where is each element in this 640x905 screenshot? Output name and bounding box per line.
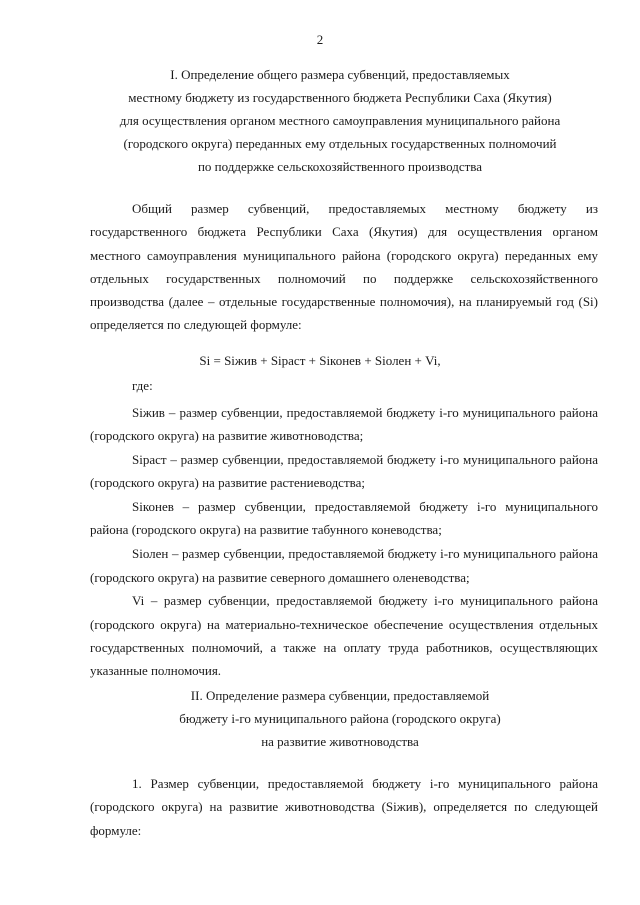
section-2-heading-line: II. Определение размера субвенции, предоставляемой xyxy=(190,688,490,703)
section-1-paragraph: Общий размер субвенций, предоставляемых местному бюджету из государственного бюджета Республики Саха (Якутия) для осуществления органом местного самоуправления муниципального района (городского округа) переданных ему отдельных государственных полномочий по поддержке сельскохозяйственного производства (далее – отдельные государственные полномочия), на планируемый год (Si) определяется по следующей формуле: xyxy=(90,201,598,333)
section-1-heading-line: I. Определение общего размера субвенций, предоставляемых xyxy=(170,67,510,82)
definition-item: Siжив – размер субвенции, предоставляемой бюджету i-го муниципального района (городского округа) на развитие животноводства; xyxy=(90,405,598,444)
total-subvention-formula: Si = Siжив + Siраст + Siконев + Siолен + Vi, xyxy=(199,353,441,368)
where-label: где: xyxy=(132,378,153,393)
section-1-heading-line: местному бюджету из государственного бюджета Республики Саха (Якутия) xyxy=(128,90,552,105)
section-2-heading-line: на развитие животноводства xyxy=(261,734,419,749)
section-1-heading-line: по поддержке сельскохозяйственного производства xyxy=(197,159,483,174)
definition-item: Siконев – размер субвенции, предоставляемой бюджету i-го муниципального района (городского округа) на развитие табунного коневодства; xyxy=(90,499,598,538)
formula-definitions xyxy=(90,401,598,683)
section-2-heading xyxy=(80,684,600,753)
section-1-heading xyxy=(80,63,600,178)
definition-item: Siолен – размер субвенции, предоставляемой бюджету i-го муниципального района (городского округа) на развитие северного домашнего оленеводства; xyxy=(90,546,598,585)
definition-item: Vi – размер субвенции, предоставляемой бюджету i-го муниципального района (городского округа) на материально-техническое обеспечение осуществления отдельных государственных полномочий, а также на оплату труда работников, осуществляющих указанные полномочия. xyxy=(90,593,598,679)
section-1-heading-line: (городского округа) переданных ему отдельных государственных полномочий xyxy=(123,136,557,151)
definition-item: Siраст – размер субвенции, предоставляемой бюджету i-го муниципального района (городского округа) на развитие растениеводства; xyxy=(90,452,598,491)
section-1-heading-line: для осуществления органом местного самоуправления муниципального района xyxy=(119,113,561,128)
page-number: 2 xyxy=(316,32,324,47)
section-2-paragraph: 1. Размер субвенции, предоставляемой бюджету i-го муниципального района (городского округа) на развитие животноводства (Siжив), определяется по следующей формуле: xyxy=(90,776,598,838)
section-2-heading-line: бюджету i-го муниципального района (городского округа) xyxy=(179,711,501,726)
